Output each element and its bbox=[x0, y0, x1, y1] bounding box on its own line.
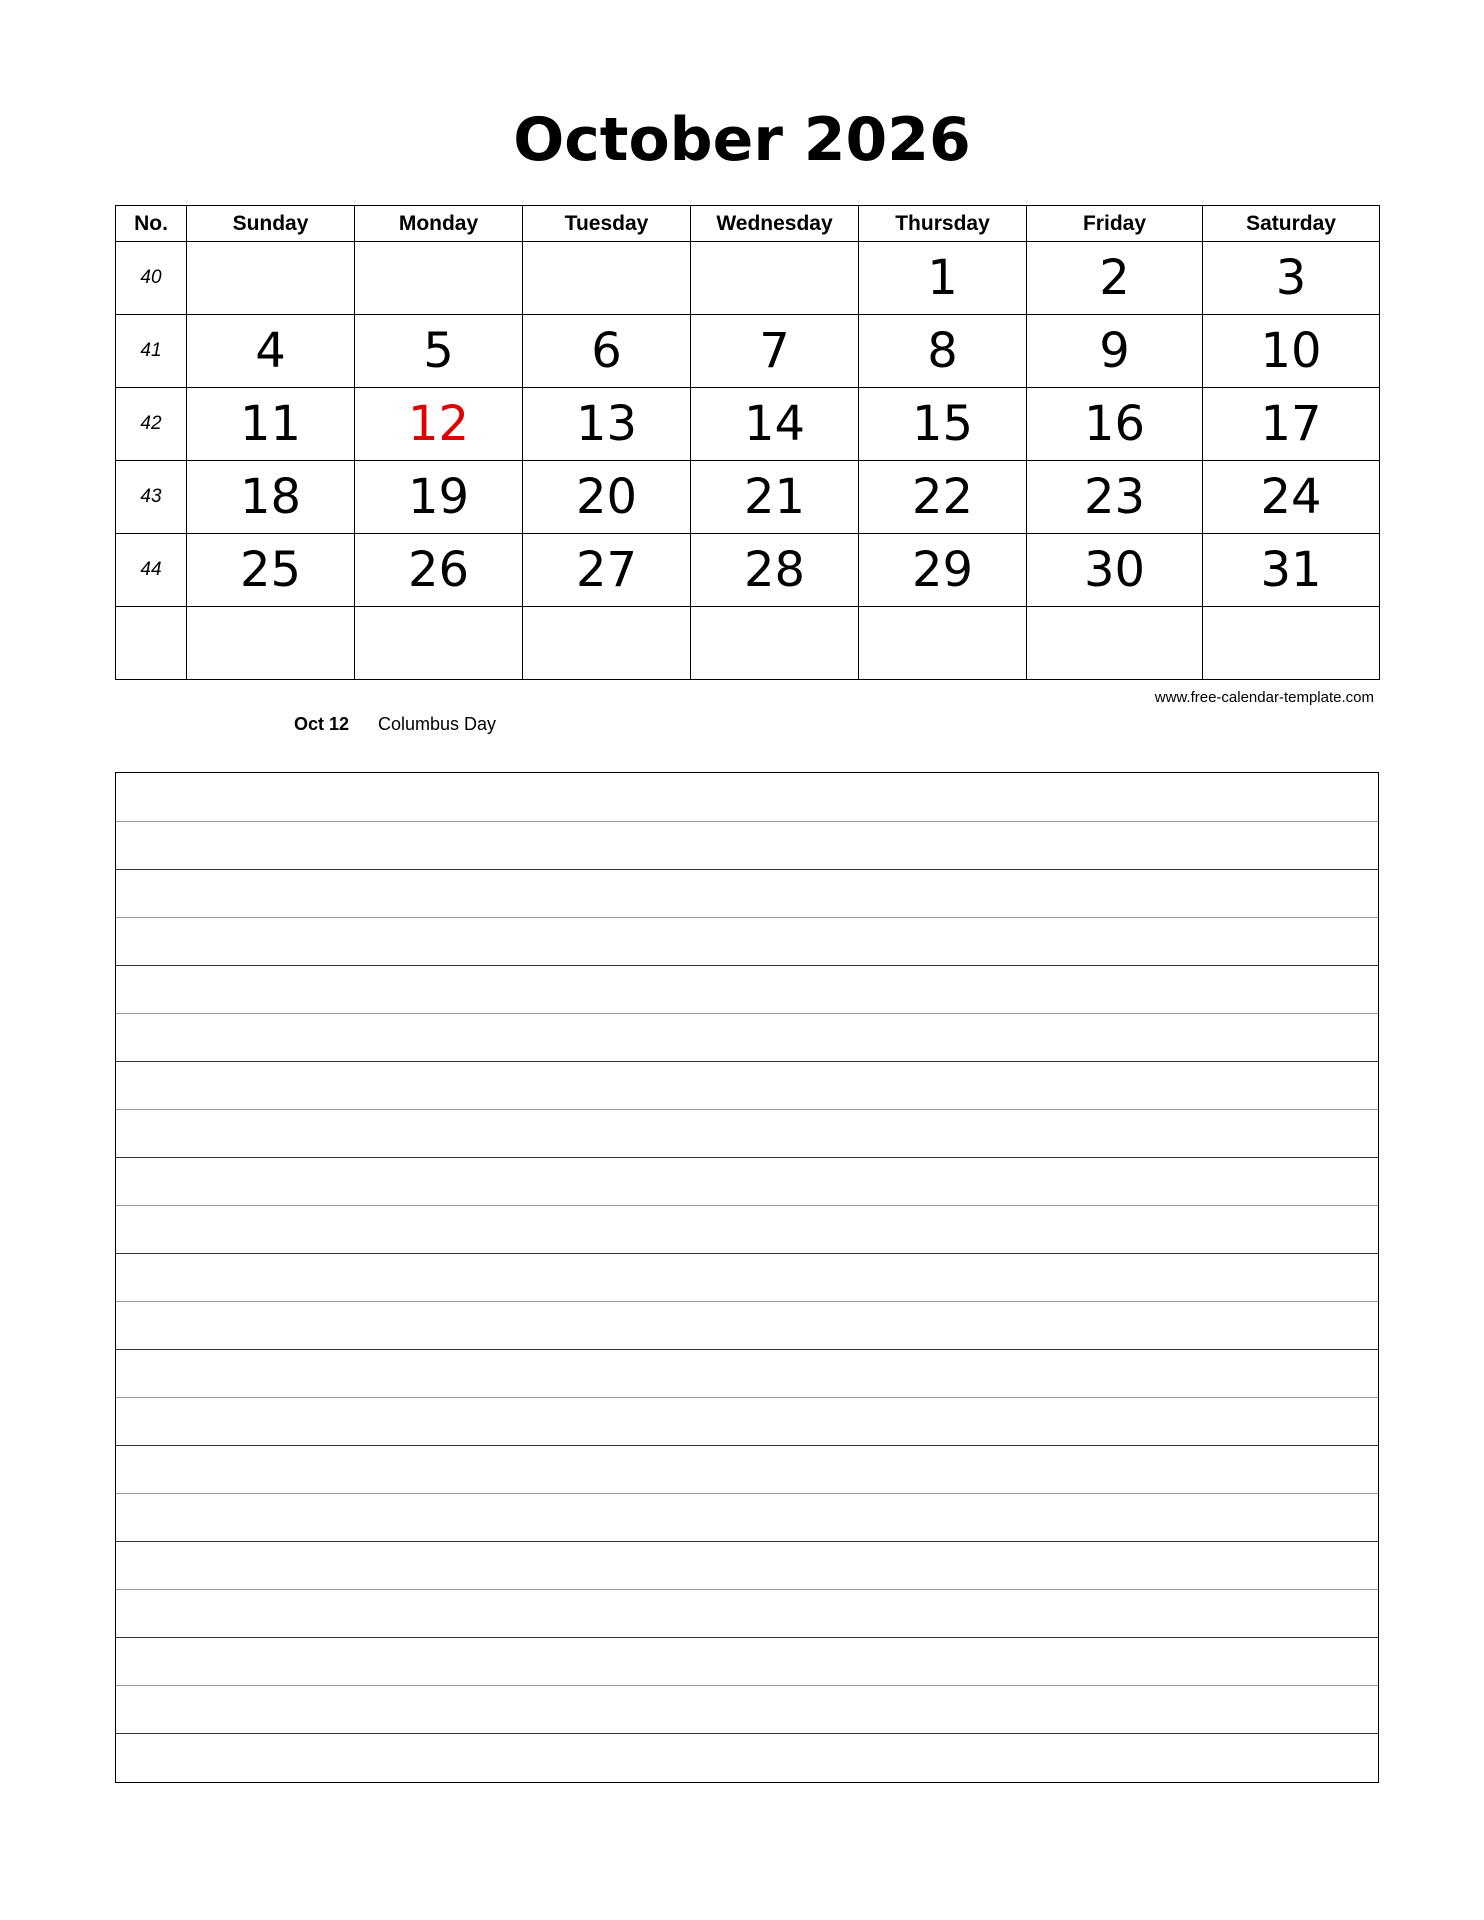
week-row bbox=[116, 534, 1380, 607]
week-number: 43 bbox=[116, 461, 187, 534]
day-cell bbox=[355, 388, 523, 461]
note-line bbox=[116, 1397, 1378, 1398]
note-line bbox=[116, 821, 1378, 822]
day-cell bbox=[187, 461, 355, 534]
note-line bbox=[116, 1301, 1378, 1302]
note-line bbox=[116, 1637, 1378, 1638]
day-cell bbox=[187, 242, 355, 315]
holiday-date: Oct 12 bbox=[294, 714, 350, 734]
notes-area[interactable] bbox=[115, 772, 1379, 1783]
day-number: 4 bbox=[255, 323, 286, 379]
holiday-name: Columbus Day bbox=[378, 714, 497, 734]
note-line bbox=[116, 1493, 1378, 1494]
day-number: 27 bbox=[575, 542, 638, 598]
week-row bbox=[116, 242, 1380, 315]
day-cell bbox=[187, 607, 355, 680]
note-line bbox=[116, 965, 1378, 966]
day-number: 25 bbox=[239, 542, 302, 598]
calendar-grid bbox=[115, 205, 1380, 680]
note-line bbox=[116, 1349, 1378, 1350]
header-monday: Monday bbox=[355, 206, 523, 242]
day-cell bbox=[355, 315, 523, 388]
note-line bbox=[116, 1157, 1378, 1158]
note-line bbox=[116, 917, 1378, 918]
day-number: 24 bbox=[1260, 469, 1322, 525]
day-cell bbox=[1203, 242, 1380, 315]
day-number: 1 bbox=[927, 250, 958, 306]
day-cell bbox=[1027, 461, 1203, 534]
day-cell bbox=[859, 534, 1027, 607]
day-number: 13 bbox=[575, 396, 638, 452]
day-cell bbox=[187, 315, 355, 388]
header-row bbox=[116, 206, 1380, 242]
day-cell bbox=[859, 242, 1027, 315]
week-row bbox=[116, 461, 1380, 534]
day-number: 12 bbox=[407, 396, 470, 452]
day-cell bbox=[1203, 534, 1380, 607]
day-number: 7 bbox=[759, 323, 790, 379]
day-cell bbox=[691, 315, 859, 388]
header-friday: Friday bbox=[1027, 206, 1203, 242]
week-number: 41 bbox=[116, 315, 187, 388]
day-number: 9 bbox=[1099, 323, 1130, 379]
day-cell bbox=[859, 461, 1027, 534]
day-number: 23 bbox=[1083, 469, 1146, 525]
header-week-no: No. bbox=[116, 206, 187, 242]
header-wednesday: Wednesday bbox=[691, 206, 859, 242]
day-cell bbox=[187, 388, 355, 461]
header-saturday: Saturday bbox=[1203, 206, 1380, 242]
day-number: 21 bbox=[743, 469, 806, 525]
day-number: 20 bbox=[575, 469, 638, 525]
header-sunday: Sunday bbox=[187, 206, 355, 242]
day-cell bbox=[859, 607, 1027, 680]
note-line bbox=[116, 869, 1378, 870]
day-number: 16 bbox=[1083, 396, 1146, 452]
day-cell bbox=[523, 242, 691, 315]
day-number: 26 bbox=[407, 542, 470, 598]
note-line bbox=[116, 1061, 1378, 1062]
day-cell bbox=[523, 461, 691, 534]
day-cell bbox=[187, 534, 355, 607]
note-line bbox=[116, 1205, 1378, 1206]
day-number: 6 bbox=[591, 323, 622, 379]
day-cell bbox=[1203, 461, 1380, 534]
day-cell bbox=[859, 388, 1027, 461]
day-number: 15 bbox=[911, 396, 974, 452]
week-row bbox=[116, 315, 1380, 388]
day-number: 2 bbox=[1099, 250, 1130, 306]
page-title: October 2026 bbox=[513, 105, 971, 175]
note-line bbox=[116, 1589, 1378, 1590]
note-line bbox=[116, 1733, 1378, 1734]
day-cell bbox=[691, 607, 859, 680]
day-cell bbox=[355, 461, 523, 534]
day-cell bbox=[859, 315, 1027, 388]
week-number bbox=[116, 607, 187, 680]
website-credit: www.free-calendar-template.com bbox=[1154, 689, 1374, 706]
day-cell bbox=[1027, 388, 1203, 461]
note-line bbox=[116, 1109, 1378, 1110]
day-cell bbox=[523, 534, 691, 607]
day-number: 3 bbox=[1275, 250, 1307, 306]
note-line bbox=[116, 1541, 1378, 1542]
note-line bbox=[116, 1013, 1378, 1014]
day-number: 29 bbox=[911, 542, 974, 598]
day-cell bbox=[1027, 607, 1203, 680]
week-number: 40 bbox=[116, 242, 187, 315]
day-number: 22 bbox=[911, 469, 974, 525]
note-line bbox=[116, 1445, 1378, 1446]
week-row bbox=[116, 388, 1380, 461]
day-cell bbox=[1203, 315, 1380, 388]
day-cell bbox=[1027, 242, 1203, 315]
note-line bbox=[116, 1253, 1378, 1254]
day-number: 11 bbox=[239, 396, 302, 452]
day-number: 19 bbox=[407, 469, 470, 525]
day-cell bbox=[355, 607, 523, 680]
day-cell bbox=[691, 461, 859, 534]
day-cell bbox=[355, 242, 523, 315]
day-cell bbox=[523, 388, 691, 461]
day-number: 31 bbox=[1260, 542, 1322, 598]
day-cell bbox=[523, 607, 691, 680]
week-number: 42 bbox=[116, 388, 187, 461]
day-cell bbox=[691, 388, 859, 461]
day-number: 28 bbox=[743, 542, 806, 598]
day-number: 17 bbox=[1260, 396, 1322, 452]
day-cell bbox=[1027, 534, 1203, 607]
day-number: 18 bbox=[239, 469, 302, 525]
day-cell bbox=[1203, 388, 1380, 461]
day-cell bbox=[355, 534, 523, 607]
day-cell bbox=[1027, 315, 1203, 388]
day-cell bbox=[691, 534, 859, 607]
note-line bbox=[116, 1685, 1378, 1686]
day-cell bbox=[1203, 607, 1380, 680]
header-tuesday: Tuesday bbox=[523, 206, 691, 242]
header-thursday: Thursday bbox=[859, 206, 1027, 242]
day-number: 30 bbox=[1083, 542, 1146, 598]
week-row bbox=[116, 607, 1380, 680]
day-number: 14 bbox=[743, 396, 806, 452]
day-number: 10 bbox=[1260, 323, 1322, 379]
day-cell bbox=[523, 315, 691, 388]
day-number: 5 bbox=[423, 323, 454, 379]
day-number: 8 bbox=[927, 323, 958, 379]
day-cell bbox=[691, 242, 859, 315]
week-number: 44 bbox=[116, 534, 187, 607]
